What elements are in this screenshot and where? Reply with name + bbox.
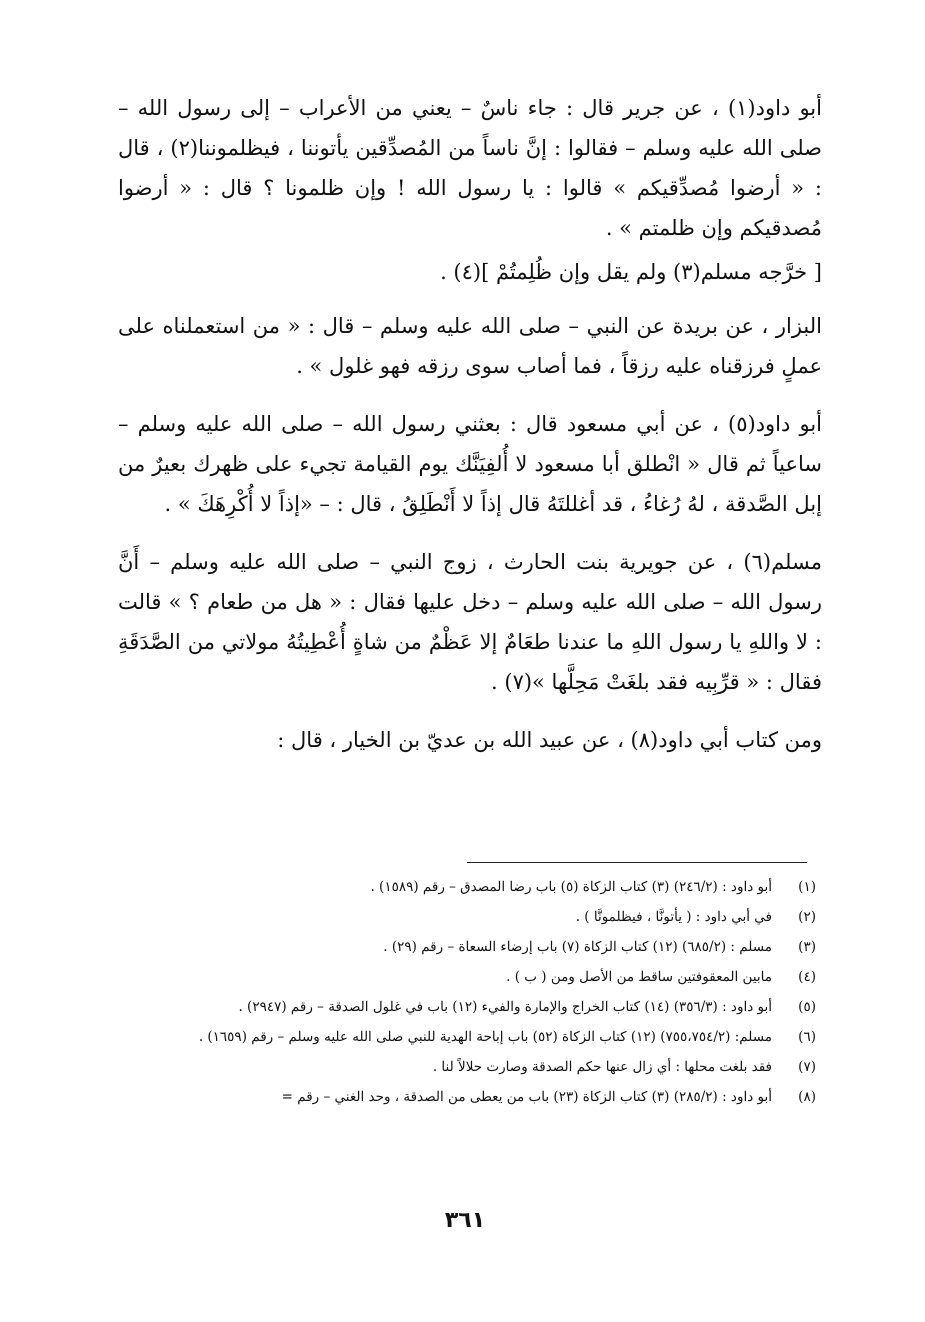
hadith-paragraph: مسلم(٦) ، عن جويرية بنت الحارث ، زوج النبي – صلى الله عليه وسلم – أَنَّ رسول الله – صلى الله عليه وسلم – دخل عليها فقال : « هل من طعام ؟ » قالت : لا واللهِ يا رسول اللهِ ما عندنا طعَامٌ إلا عَظْمٌ من شاةٍ أُعْطِيتُهُ مولاتي من الصَّدَقَةِ فقال : « قرِّبِيه فقد بلغَتْ مَحِلَّها »(٧) . [118, 550, 822, 694]
footnote-number: (٤) [798, 969, 816, 985]
footnote-number: (١) [798, 879, 816, 895]
hadith-paragraph: ومن كتاب أبي داود(٨) ، عن عبيد الله بن عديّ بن الخيار ، قال : [277, 728, 822, 752]
footnote-number: (٧) [798, 1059, 816, 1075]
main-text [118, 88, 822, 760]
footnote-text: أبو داود : (٣٥٦/٣) (١٤) كتاب الخراج والإمارة والفيء (١٢) باب في غلول الصدقة – رقم (٢٩٤٧) . [238, 999, 772, 1015]
footnote-number: (٥) [798, 999, 816, 1015]
footnote [112, 992, 816, 1022]
footnote [112, 962, 816, 992]
footnote-divider [467, 862, 807, 863]
footnote-number: (٢) [798, 909, 816, 925]
footnote-text: مابين المعقوفتين ساقط من الأصل ومن ( ب ) . [506, 969, 772, 985]
footnote-text: مسلم: (٧٥٥،٧٥٤/٢) (١٢) كتاب الزكاة (٥٢) باب إباحة الهدية للنبي صلى الله عليه وسلم – رقم (١٦٥٩) . [198, 1029, 772, 1045]
footnote [112, 902, 816, 932]
footnotes [112, 872, 816, 1112]
page-number: ٣٦١ [444, 1208, 486, 1233]
footnote [112, 1082, 816, 1112]
footnote [112, 1022, 816, 1052]
footnote-text: أبو داود : (٢٤٦/٢) (٣) كتاب الزكاة (٥) باب رضا المصدق – رقم (١٥٨٩) . [370, 879, 772, 895]
footnote-text: فقد بلغت محلها : أي زال عنها حكم الصدقة وصارت حلالاً لنا . [432, 1059, 772, 1075]
footnote [112, 872, 816, 902]
footnote-text: مسلم : (٦٨٥/٢) (١٢) كتاب الزكاة (٧) باب إرضاء السعاة – رقم (٢٩) . [383, 939, 772, 955]
footnote [112, 932, 816, 962]
hadith-paragraph: أبو داود(٥) ، عن أبي مسعود قال : بعثني رسول الله – صلى الله عليه وسلم – ساعياً ثم قال « انْطلق أبا مسعود لا أُلفِيَنَّك يوم القيامة تجيء على ظهرك بعيرٌ من إبل الصَّدقة ، لهُ رُغاءُ ، قد أغللتَهُ قال إذاً لا أَنْطَلِقُ ، قال : – «إذاً لا أُكْرِهَكَ » . [118, 412, 823, 516]
hadith-reference: [ خرَّجه مسلم(٣) ولم يقل وإن ظُلِمتُمْ ](٤) . [440, 260, 822, 284]
hadith-paragraph: أبو داود(١) ، عن جرير قال : جاء ناسٌ – يعني من الأعراب – إلى رسول الله – صلى الله عليه وسلم – فقالوا : إنَّ ناساً من المُصدِّقين يأتوننا ، فيظلموننا(٢) ، قال : « أرضوا مُصدِّقيكم » قالوا : يا رسول الله ! وإن ظلمونا ؟ قال : « أرضوا مُصدقيكم وإن ظلمتم » . [118, 96, 822, 240]
hadith-paragraph: البزار ، عن بريدة عن النبي – صلى الله عليه وسلم – قال : « من استعملناه على عملٍ فرزقناه عليه رزقاً ، فما أصاب سوى رزقه فهو غلول » . [118, 314, 822, 378]
footnote [112, 1052, 816, 1082]
footnote-number: (٨) [798, 1089, 816, 1105]
footnote-number: (٦) [798, 1029, 816, 1045]
footnote-number: (٣) [798, 939, 816, 955]
footnote-text: أبو داود : (٢٨٥/٢) (٣) كتاب الزكاة (٢٣) باب من يعطى من الصدقة ، وحد الغني – رقم = [281, 1089, 772, 1105]
footnote-text: في أبي داود : ( يأتونَّا ، فيظلمونَّا ) . [575, 909, 772, 925]
